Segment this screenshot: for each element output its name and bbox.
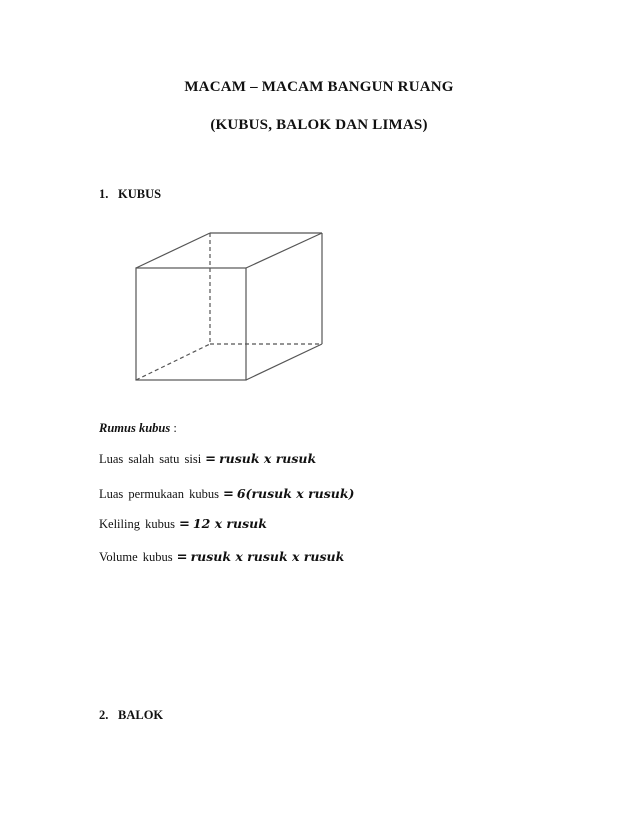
formula-equals: = <box>176 550 188 565</box>
formula-expression: 6(rusuk x rusuk) <box>236 486 355 501</box>
formula-description: Luas permukaan kubus <box>99 487 219 501</box>
section-number: 1. <box>99 187 109 201</box>
cube-top-right-edge <box>246 233 322 268</box>
document-subtitle: (KUBUS, BALOK DAN LIMAS) <box>210 117 428 133</box>
formula-description: Keliling kubus <box>99 517 175 531</box>
cube-hidden-bottom-left-edge <box>136 344 210 380</box>
document-title: MACAM – MACAM BANGUN RUANG <box>184 79 454 95</box>
formula-description: Luas salah satu sisi <box>99 452 202 466</box>
section-title: BALOK <box>118 708 164 722</box>
cube-front-face <box>136 268 246 380</box>
formula-luas-sisi <box>99 451 316 467</box>
section-title: KUBUS <box>118 187 162 201</box>
formula-equals: = <box>178 517 190 532</box>
rumus-label <box>99 421 177 436</box>
cube-top-left-edge <box>136 233 210 268</box>
formula-expression: rusuk x rusuk x rusuk <box>190 549 345 564</box>
formula-equals: = <box>222 487 234 502</box>
formula-expression: 12 x rusuk <box>192 516 267 531</box>
formula-description: Volume kubus <box>99 550 173 564</box>
formula-keliling <box>99 516 267 532</box>
section-heading-kubus <box>99 187 161 202</box>
formula-luas-permukaan <box>99 486 354 502</box>
cube-bottom-right-edge <box>246 344 322 380</box>
formula-volume <box>99 549 344 565</box>
rumus-label-text: Rumus kubus <box>99 421 171 435</box>
rumus-label-suffix: : <box>170 421 177 435</box>
formula-equals: = <box>205 452 217 467</box>
cube-wireframe-icon <box>128 226 338 388</box>
section-heading-balok <box>99 708 163 723</box>
formula-expression: rusuk x rusuk <box>219 451 317 466</box>
section-number: 2. <box>99 708 109 722</box>
